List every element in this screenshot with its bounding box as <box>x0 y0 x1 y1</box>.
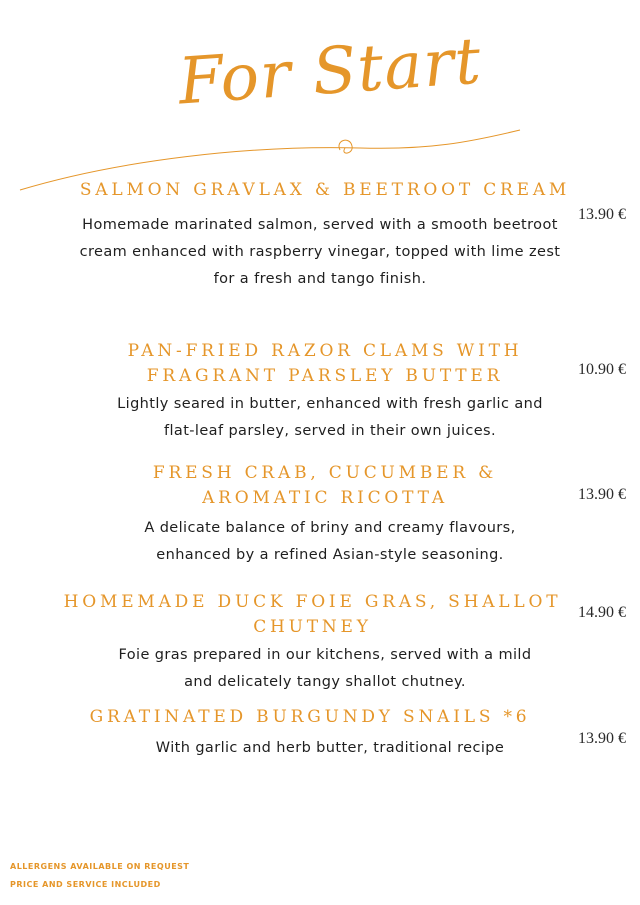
dish-price: 13.90 € <box>578 206 626 223</box>
service-note: PRICE AND SERVICE INCLUDED <box>10 880 161 889</box>
dish-name: FRESH CRAB, CUCUMBER & AROMATIC RICOTTA <box>152 463 498 508</box>
dish-price: 10.90 € <box>578 361 626 378</box>
dish-name: SALMON GRAVLAX & BEETROOT CREAM <box>79 180 571 200</box>
page-title: For Start <box>176 24 484 120</box>
dish-description: Lightly seared in butter, enhanced with fresh garlic and flat-leaf parsley, served in their own juices. <box>117 396 543 439</box>
dish-name: PAN-FRIED RAZOR CLAMS WITH FRAGRANT PARSLEY BUTTER <box>127 341 523 386</box>
dish-name: HOMEMADE DUCK FOIE GRAS, SHALLOT CHUTNEY <box>63 592 562 637</box>
dish-price: 14.90 € <box>578 604 626 621</box>
dish-description: A delicate balance of briny and creamy flavours, enhanced by a refined Asian-style seasoning. <box>144 520 516 563</box>
dish-description: Homemade marinated salmon, served with a smooth beetroot cream enhanced with raspberry vinegar, topped with lime zest for a fresh and tango finish. <box>79 217 561 287</box>
dish-description: Foie gras prepared in our kitchens, served with a mild and delicately tangy shallot chutney. <box>118 647 532 690</box>
dish-description: With garlic and herb butter, traditional recipe <box>155 740 505 756</box>
dish-price: 13.90 € <box>578 730 626 747</box>
dish-name: GRATINATED BURGUNDY SNAILS *6 <box>89 707 531 727</box>
allergens-note: ALLERGENS AVAILABLE ON REQUEST <box>10 862 190 871</box>
dish-price: 13.90 € <box>578 486 626 503</box>
